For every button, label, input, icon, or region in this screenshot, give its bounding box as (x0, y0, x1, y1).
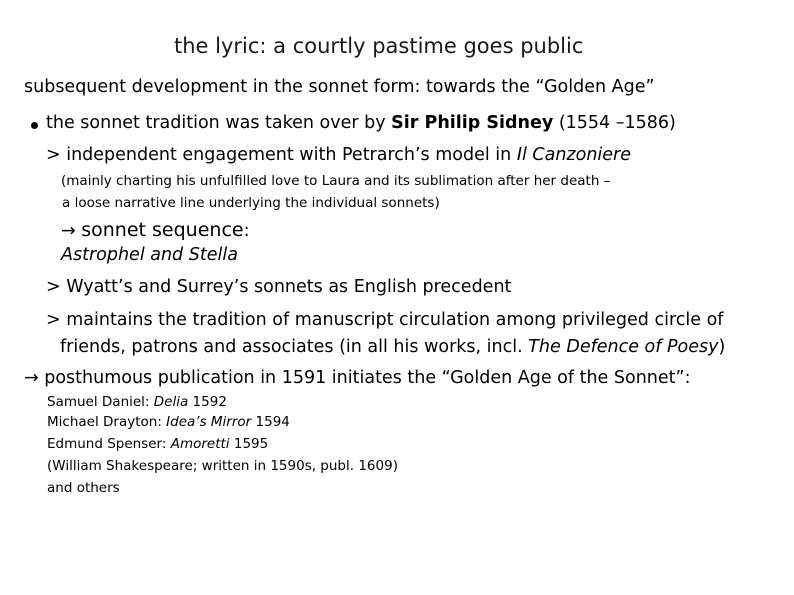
list-author: Michael Drayton: (47, 414, 167, 430)
note-line-1: (mainly charting his unfulfilled love to Laura and its sublimation after her death – (61, 173, 611, 189)
bullet-text: the sonnet tradition was taken over by (46, 113, 392, 133)
list-item (47, 395, 227, 411)
list-item-others: and others (47, 480, 120, 496)
list-year: 1595 (229, 436, 269, 452)
point-wyatt-surrey: > Wyatt’s and Surrey’s sonnets as English precedent (46, 277, 512, 297)
list-work: Amoretti (170, 436, 230, 452)
point-manuscript-cont-text: friends, patrons and associates (in all his works, incl. (60, 337, 529, 357)
slide-title: the lyric: a courtly pastime goes public (174, 34, 584, 58)
list-work: Idea’s Mirror (166, 414, 252, 430)
sonnet-sequence-colon: : (243, 221, 250, 241)
closing-paren: ) (718, 337, 726, 357)
point-petrarch (46, 145, 631, 165)
sidney-dates: (1554 –1586) (553, 113, 676, 133)
point-petrarch-text: > independent engagement with Petrarch’s model in (46, 145, 517, 165)
bullet-dot-icon (31, 122, 38, 129)
point-manuscript-cont (60, 337, 725, 357)
arrow-icon: → (61, 221, 82, 241)
bullet-sidney (46, 113, 676, 133)
sonnet-sequence-line (61, 220, 250, 242)
list-year: 1592 (188, 394, 227, 410)
work-defence-of-poesy: The Defence of Poesy (528, 337, 719, 357)
slide-subtitle: subsequent development in the sonnet form: towards the “Golden Age” (24, 77, 655, 97)
work-canzoniere: Il Canzoniere (516, 145, 632, 165)
list-item-shakespeare: (William Shakespeare; written in 1590s, publ. 1609) (47, 458, 398, 474)
conclusion-line: → posthumous publication in 1591 initiates the “Golden Age of the Sonnet”: (24, 368, 691, 388)
list-item (47, 437, 268, 453)
point-manuscript: > maintains the tradition of manuscript circulation among privileged circle of (46, 310, 724, 330)
list-year: 1594 (251, 414, 290, 430)
list-work: Delia (153, 394, 189, 410)
list-item (47, 415, 290, 431)
sonnet-sequence-term: sonnet sequence (81, 219, 244, 241)
note-line-2: a loose narrative line underlying the individual sonnets) (62, 195, 440, 211)
list-author: Samuel Daniel: (47, 394, 154, 410)
work-astrophel: Astrophel and Stella (61, 245, 238, 265)
sidney-name: Sir Philip Sidney (391, 113, 554, 133)
list-author: Edmund Spenser: (47, 436, 171, 452)
